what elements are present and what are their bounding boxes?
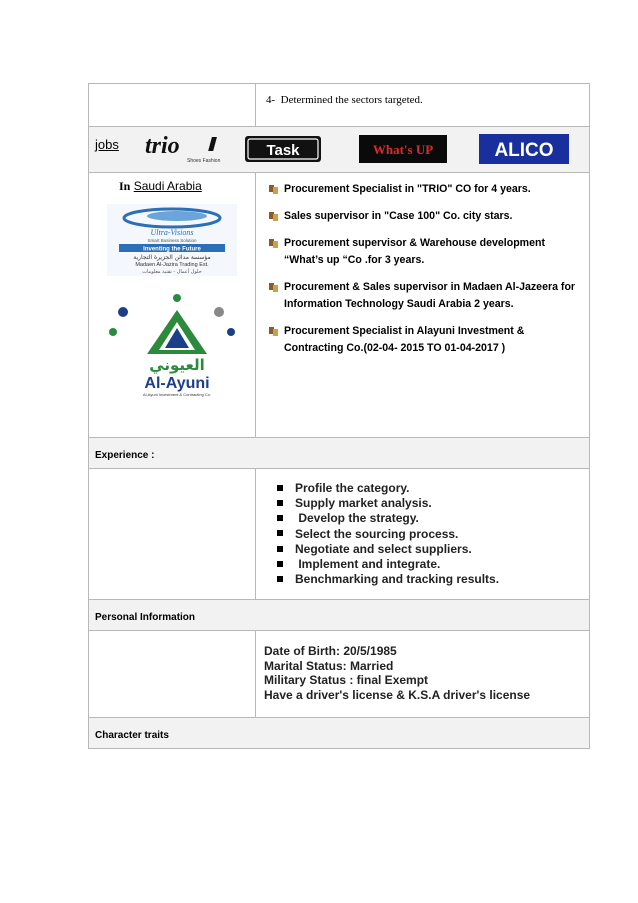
alico-logo	[479, 134, 569, 164]
logos-row	[89, 127, 590, 173]
ultra-visions-logo	[107, 204, 237, 276]
list-item	[266, 181, 579, 198]
military-line: Military Status : final Exempt	[264, 673, 429, 687]
saudi-heading-location: Saudi Arabia	[133, 179, 202, 193]
experience-label: Experience :	[95, 450, 155, 461]
square-bullet-icon	[277, 561, 283, 567]
saudi-heading	[89, 173, 255, 194]
saudi-row	[89, 173, 590, 438]
jobs-label: jobs	[95, 137, 119, 152]
ultra-line1: Ultra-Visions	[150, 228, 194, 237]
square-bullet-icon	[277, 500, 283, 506]
whatsup-logo	[359, 135, 447, 163]
square-bullet-icon	[277, 576, 283, 582]
jobs-list	[256, 173, 589, 357]
task-logo	[244, 135, 322, 163]
trio-logo	[143, 133, 227, 165]
job-text: Sales supervisor in "Case 100" Co. city stars.	[284, 210, 513, 222]
square-bullet-icon	[277, 530, 283, 536]
saudi-heading-prefix: In	[119, 179, 131, 193]
target-text: Determined the sectors targeted.	[280, 94, 423, 106]
bullet-icon	[268, 211, 280, 222]
list-item	[266, 208, 579, 225]
target-left-cell	[89, 84, 256, 127]
dob-line: Date of Birth: 20/5/1985	[264, 644, 397, 658]
al-ayuni-logo	[99, 292, 249, 402]
list-item: Implement and integrate.	[277, 557, 589, 572]
character-header-cell	[89, 718, 590, 749]
ultra-line3: Inventing the Future	[143, 246, 201, 253]
experience-right-cell	[256, 469, 590, 600]
alico-logo-text: ALICO	[494, 140, 554, 161]
list-item	[266, 279, 579, 313]
experience-body-row	[89, 469, 590, 600]
square-bullet-icon	[277, 546, 283, 552]
saudi-right-cell	[256, 173, 590, 438]
experience-header-row	[89, 438, 590, 469]
character-label: Character traits	[95, 730, 169, 741]
target-right-cell	[256, 84, 590, 127]
ultra-line5: Madaen Al-Jazira Trading Est.	[135, 262, 209, 268]
ultra-line4: مؤسسة مدائن الجزيرة التجارية	[133, 254, 211, 261]
experience-list	[256, 469, 589, 587]
list-item: Supply market analysis.	[277, 496, 589, 511]
trio-logo-text: trio	[145, 133, 180, 159]
experience-header-cell	[89, 438, 590, 469]
list-item: Benchmarking and tracking results.	[277, 572, 589, 587]
personal-left-cell	[89, 631, 256, 718]
al-ayuni-tagline: Al-Ayuni Investment & Contracting Co.	[142, 392, 212, 397]
list-item: Select the sourcing process.	[277, 527, 589, 542]
square-bullet-icon	[277, 515, 283, 521]
ultra-line2: Smart Business Solution	[147, 238, 197, 243]
personal-header-cell	[89, 600, 590, 631]
personal-header-row	[89, 600, 590, 631]
job-text: Procurement & Sales supervisor in Madaen Al-Jazeera for Information Technology Saudi Arabia 2 years.	[284, 281, 576, 310]
personal-body-row	[89, 631, 590, 718]
list-item: Profile the category.	[277, 481, 589, 496]
license-line: Have a driver's license & K.S.A driver's license	[264, 687, 531, 702]
job-text: Procurement supervisor & Warehouse development “What’s up “Co .for 3 years.	[284, 237, 545, 266]
trio-logo-subtext: Shoes Fashion	[187, 158, 221, 164]
job-text: Procurement Specialist in Alayuni Investment & Contracting Co.(02-04- 2015 TO 01-04-2017 )	[284, 325, 525, 354]
experience-left-cell	[89, 469, 256, 600]
saudi-left-cell	[89, 173, 256, 438]
bullet-icon	[268, 184, 280, 195]
character-header-row	[89, 718, 590, 749]
cv-table	[88, 83, 590, 749]
bullet-icon	[268, 282, 280, 293]
whatsup-logo-text: What's UP	[372, 142, 434, 157]
personal-right-cell	[256, 631, 590, 718]
bullet-icon	[268, 238, 280, 249]
personal-label: Personal Information	[95, 612, 196, 623]
job-text: Procurement Specialist in "TRIO" CO for 4 years.	[284, 183, 531, 195]
target-number: 4-	[266, 94, 276, 106]
logos-cell	[89, 127, 590, 173]
list-item: Negotiate and select suppliers.	[277, 542, 589, 557]
list-item	[266, 323, 579, 357]
ultra-line6: حلول أعمال - تقنية معلومات	[142, 269, 202, 275]
list-item	[266, 235, 579, 269]
al-ayuni-latin: Al-Ayuni	[144, 375, 210, 392]
task-logo-text: Task	[266, 142, 300, 159]
target-row	[89, 84, 590, 127]
al-ayuni-arabic: العيوني	[149, 356, 205, 374]
square-bullet-icon	[277, 485, 283, 491]
personal-details	[256, 631, 589, 702]
bullet-icon	[268, 326, 280, 337]
list-item: Develop the strategy.	[277, 511, 589, 526]
marital-line: Marital Status: Married	[264, 658, 394, 673]
